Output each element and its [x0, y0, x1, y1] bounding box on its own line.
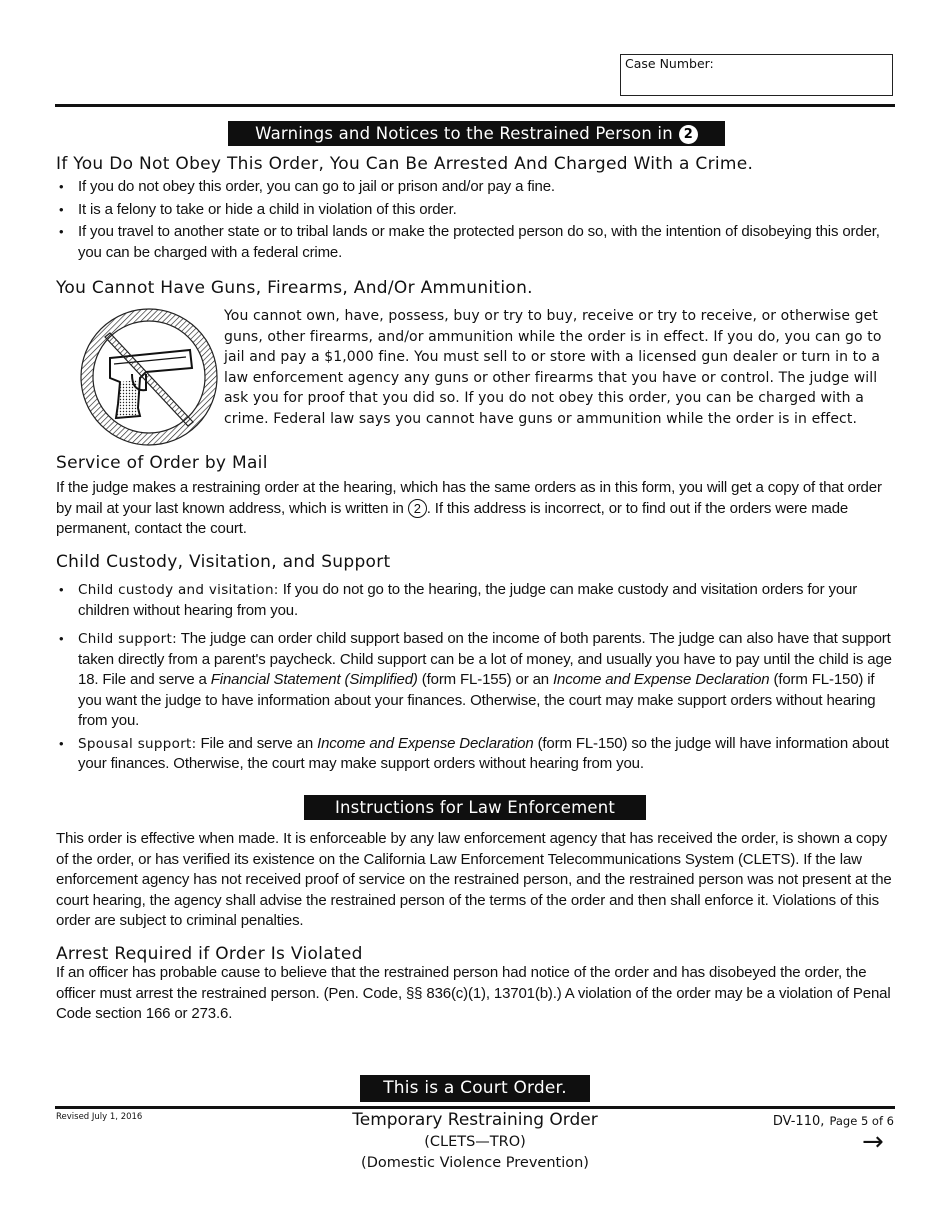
form-name: Financial Statement (Simplified)	[210, 671, 418, 688]
form-name: Income and Expense Declaration	[553, 671, 770, 688]
bottom-rule	[55, 1106, 895, 1109]
support-text: (form FL-150) if you want the judge to have information about your finances. Otherwise, the court may make support orders without hearing from you.	[78, 671, 876, 729]
form-title: Temporary Restraining Order	[352, 1110, 598, 1130]
arrow-right-icon[interactable]: →	[862, 1127, 884, 1157]
visitation-text: If you do not go to the hearing, the judge can make custody and visitation orders for your children without hearing from you.	[78, 581, 858, 619]
law-enforcement-banner: Instructions for Law Enforcement	[304, 795, 646, 820]
guns-heading: You Cannot Have Guns, Firearms, And/Or Ammunition.	[56, 278, 533, 298]
custody-list	[56, 580, 896, 775]
item-number-circle: 2	[408, 499, 427, 518]
obey-list	[56, 177, 894, 263]
case-number-label: Case Number:	[625, 56, 714, 71]
list-item	[56, 734, 896, 775]
warnings-banner	[228, 121, 725, 146]
form-subtitle-2: (Domestic Violence Prevention)	[361, 1155, 589, 1171]
spousal-term: Spousal support:	[78, 735, 197, 752]
top-rule	[55, 104, 895, 107]
arrest-text: If an officer has probable cause to believe that the restrained person had notice of the order and has disobeyed the order, the officer must arrest the restrained person. (Pen. Code, §§ 836(c)(1), 13701(b).) A violation of the order may be a violation of Penal Code section 166 or 273.6.	[56, 964, 891, 1022]
list-item	[56, 629, 896, 732]
form-name: Income and Expense Declaration	[317, 734, 534, 752]
no-guns-icon	[80, 308, 218, 446]
custody-heading: Child Custody, Visitation, and Support	[56, 552, 391, 572]
form-subtitle: (CLETS—TRO)	[424, 1134, 526, 1150]
support-term: Child support:	[78, 631, 177, 647]
page-info: Page 5 of 6	[829, 1114, 894, 1128]
visitation-term: Child custody and visitation:	[78, 582, 279, 598]
item-number-badge: 2	[679, 125, 698, 144]
service-text-part: If the judge makes a restraining order at the hearing, which has the same orders as in this form, you will get a copy of that order by mail at your last known address, which is written in	[56, 479, 882, 517]
revised-date: Revised July 1, 2016	[56, 1112, 143, 1122]
service-text	[56, 478, 896, 540]
list-item	[56, 580, 896, 621]
spousal-text: (form FL-150) so the judge will have information about your finances. Otherwise, the court may make support orders without hearing from you.	[78, 734, 889, 772]
service-text-part: . If this address is incorrect, or to find out if the orders were made permanent, contact the court.	[56, 499, 849, 537]
list-item: • If you travel to another state or to tribal lands or make the protected person do so, with the intention of disobeying this order, you can be charged with a federal crime.	[56, 222, 894, 263]
arrest-heading: Arrest Required if Order Is Violated	[56, 944, 363, 964]
warnings-banner-title: Warnings and Notices to the Restrained Person in	[255, 124, 673, 143]
law-enforcement-text: This order is effective when made. It is enforceable by any law enforcement agency that has received the order, is shown a copy of the order, or has verified its existence on the California Law Enforcement Telecommunications System (CLETS). If the law enforcement agency has not received proof of service on the restrained person, and the restrained person was not present at the court hearing, the agency shall advise the restrained person of the terms of the order and then shall enforce it. Violations of this order are subject to criminal penalties.	[56, 830, 892, 929]
court-order-banner: This is a Court Order.	[360, 1075, 590, 1102]
spousal-text: File and serve an	[200, 734, 314, 752]
service-heading: Service of Order by Mail	[56, 453, 268, 473]
case-number-field[interactable]	[620, 54, 893, 96]
list-item: • It is a felony to take or hide a child in violation of this order.	[56, 200, 894, 221]
guns-text: You cannot own, have, possess, buy or try to buy, receive or try to receive, or otherwise get guns, other firearms, and/or ammunition while the order is in effect. If you do, you can go to jail and pay a $1,000 fine. You must sell to or store with a licensed gun dealer or turn in to a law enforcement agency any guns or other firearms that you have or control. The judge will ask you for proof that you did so. If you do not obey this order, you can be charged with a crime. Federal law says you cannot have guns or ammunition while the order is in effect.	[224, 308, 882, 427]
support-text: The judge can order child support based on the income of both parents. The judge can also have that support taken directly from a parent's paycheck. Child support can be a lot of money, and usually you have to pay until the child is age 18. File and serve a	[78, 630, 892, 688]
form-id-code: DV-110,	[772, 1114, 825, 1129]
obey-heading: If You Do Not Obey This Order, You Can Be Arrested And Charged With a Crime.	[56, 154, 754, 174]
list-item: • If you do not obey this order, you can go to jail or prison and/or pay a fine.	[56, 177, 894, 198]
support-text: (form FL-155) or an	[421, 671, 549, 688]
